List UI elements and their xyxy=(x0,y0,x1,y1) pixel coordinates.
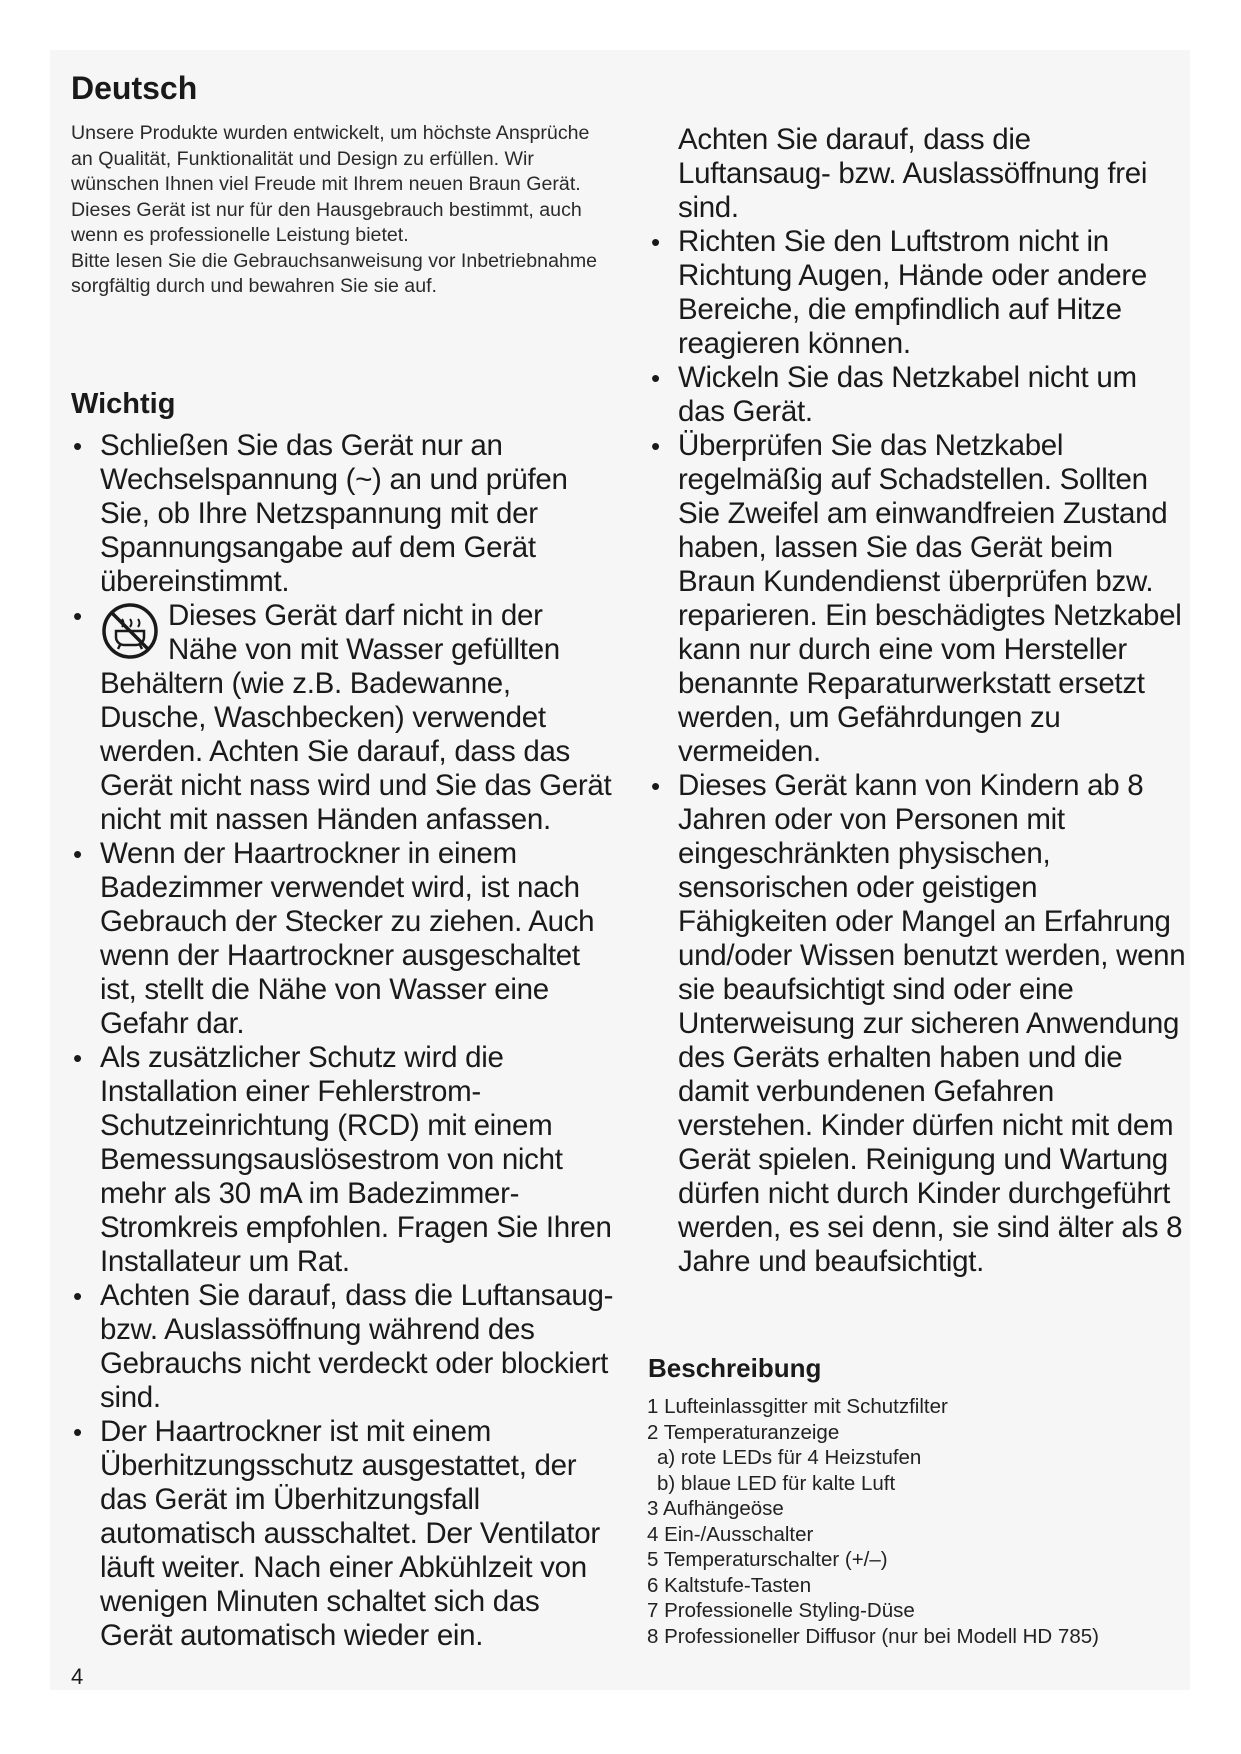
bullet-icon: • xyxy=(73,1417,82,1447)
list-item-text: Achten Sie darauf, dass die Luftansaug- bzw. Auslassöffnung während des Gebrauchs nicht verdeckt oder blockiert sind. xyxy=(100,1279,614,1414)
desc-subitem: b) blaue LED für kalte Luft xyxy=(657,1471,896,1495)
desc-item: 5 Temperaturschalter (+/–) xyxy=(647,1548,888,1571)
page-heading: Deutsch xyxy=(71,70,198,106)
page-number: 4 xyxy=(71,1664,84,1689)
bullet-icon: • xyxy=(651,771,660,801)
beschreibung-list xyxy=(647,1394,1187,1649)
desc-item: 4 Ein-/Ausschalter xyxy=(647,1522,814,1546)
wichtig-list-left xyxy=(70,429,615,1653)
list-item xyxy=(648,769,1188,1279)
list-item-text: Achten Sie darauf, dass die Luftansaug- bzw. Auslassöffnung frei sind. xyxy=(678,123,1148,224)
desc-subitem: a) rote LEDs für 4 Heizstufen xyxy=(657,1446,922,1469)
list-item-text: Schließen Sie das Gerät nur an Wechselspannung (~) an und prüfen Sie, ob Ihre Netzspannung mit der Spannungsangabe auf dem Gerät übereinstimmt. xyxy=(100,429,568,598)
intro-paragraph: Dieses Gerät ist nur für den Hausgebrauch bestimmt, auch wenn es professionelle Leistung bietet. xyxy=(71,198,582,246)
list-item xyxy=(648,225,1188,361)
list-item-text: Dieses Gerät kann von Kindern ab 8 Jahren oder von Personen mit eingeschränkten physischen, sensorischen oder geistigen Fähigkeiten oder Mangel an Erfahrung und/oder Wissen benutzt werden, wenn sie beaufsichtigt sind oder eine Unterweisung zur sicheren Anwendung des Geräts erhalten haben und die damit verbundenen Gefahren verstehen. Kinder dürfen nicht mit dem Gerät spielen. Reinigung und Wartung dürfen nicht durch Kinder durchgeführt werden, es sei denn, sie sind älter als 8 Jahre und beaufsichtigt. xyxy=(678,769,1186,1278)
list-item-continuation xyxy=(648,123,1188,225)
no-bath-warning-icon xyxy=(100,601,160,661)
list-item xyxy=(70,1279,615,1415)
list-item-text: Der Haartrockner ist mit einem Überhitzungsschutz ausgestattet, der das Gerät im Überhitzungsfall automatisch ausschaltet. Der Ventilator läuft weiter. Nach einer Abkühlzeit von wenigen Minuten schaltet sich das Gerät automatisch wieder ein. xyxy=(100,1415,600,1652)
list-item-text: Wenn der Haartrockner in einem Badezimmer verwendet wird, ist nach Gebrauch der Stecker zu ziehen. Auch wenn der Haartrockner ausgeschaltet ist, stellt die Nähe von Wasser eine Gefahr dar. xyxy=(100,837,595,1040)
list-item xyxy=(648,429,1188,769)
bullet-icon: • xyxy=(651,227,660,257)
bullet-icon: • xyxy=(73,1043,82,1073)
bullet-icon: • xyxy=(73,431,82,461)
list-item-text: Dieses Gerät darf nicht in der Nähe von mit Wasser gefüllten Behältern (wie z.B. Badewanne, Dusche, Waschbecken) verwendet werden. Achten Sie darauf, dass das Gerät nicht nass wird und Sie das Gerät nicht mit nassen Händen anfassen. xyxy=(100,599,612,836)
bullet-icon: • xyxy=(651,431,660,461)
list-item xyxy=(70,837,615,1041)
list-item-text: Wickeln Sie das Netzkabel nicht um das Gerät. xyxy=(678,361,1137,428)
bullet-icon: • xyxy=(651,363,660,393)
desc-item: 8 Professioneller Diffusor (nur bei Modell HD 785) xyxy=(647,1624,1099,1648)
list-item-text: Richten Sie den Luftstrom nicht in Richtung Augen, Hände oder andere Bereiche, die empfindlich auf Hitze reagieren können. xyxy=(678,225,1148,360)
list-item xyxy=(70,1415,615,1653)
wichtig-heading: Wichtig xyxy=(71,388,176,420)
bullet-icon: • xyxy=(73,601,82,631)
intro-text xyxy=(71,121,616,300)
list-item xyxy=(70,599,615,837)
desc-item: 6 Kaltstufe-Tasten xyxy=(647,1573,812,1597)
beschreibung-heading: Beschreibung xyxy=(648,1353,822,1383)
list-item xyxy=(70,429,615,599)
desc-item: 3 Aufhängeöse xyxy=(647,1497,784,1520)
desc-item: 7 Professionelle Styling-Düse xyxy=(647,1599,915,1622)
wichtig-list-right xyxy=(648,123,1188,1279)
desc-item: 2 Temperaturanzeige xyxy=(647,1420,840,1444)
intro-paragraph: Unsere Produkte wurden entwickelt, um höchste Ansprüche an Qualität, Funktionalität und Design zu erfüllen. Wir wünschen Ihnen viel Freude mit Ihrem neuen Braun Gerät. xyxy=(71,122,590,195)
intro-paragraph: Bitte lesen Sie die Gebrauchsanweisung vor Inbetriebnahme sorgfältig durch und bewahren Sie sie auf. xyxy=(71,249,598,297)
bullet-icon: • xyxy=(73,839,82,869)
desc-item: 1 Lufteinlassgitter mit Schutzfilter xyxy=(647,1395,948,1418)
list-item-text: Als zusätzlicher Schutz wird die Installation einer Fehlerstrom-Schutzeinrichtung (RCD) mit einem Bemessungsauslösestrom von nicht mehr als 30 mA im Badezimmer-Stromkreis empfohlen. Fragen Sie Ihren Installateur um Rat. xyxy=(100,1041,612,1278)
bullet-icon: • xyxy=(73,1281,82,1311)
list-item xyxy=(70,1041,615,1279)
list-item-text: Überprüfen Sie das Netzkabel regelmäßig auf Schadstellen. Sollten Sie Zweifel am einwandfreien Zustand haben, lassen Sie das Gerät beim Braun Kundendienst überprüfen bzw. reparieren. Ein beschädigtes Netzkabel kann nur durch eine vom Hersteller benannte Reparaturwerkstatt ersetzt werden, um Gefährdungen zu vermeiden. xyxy=(678,429,1182,768)
list-item xyxy=(648,361,1188,429)
